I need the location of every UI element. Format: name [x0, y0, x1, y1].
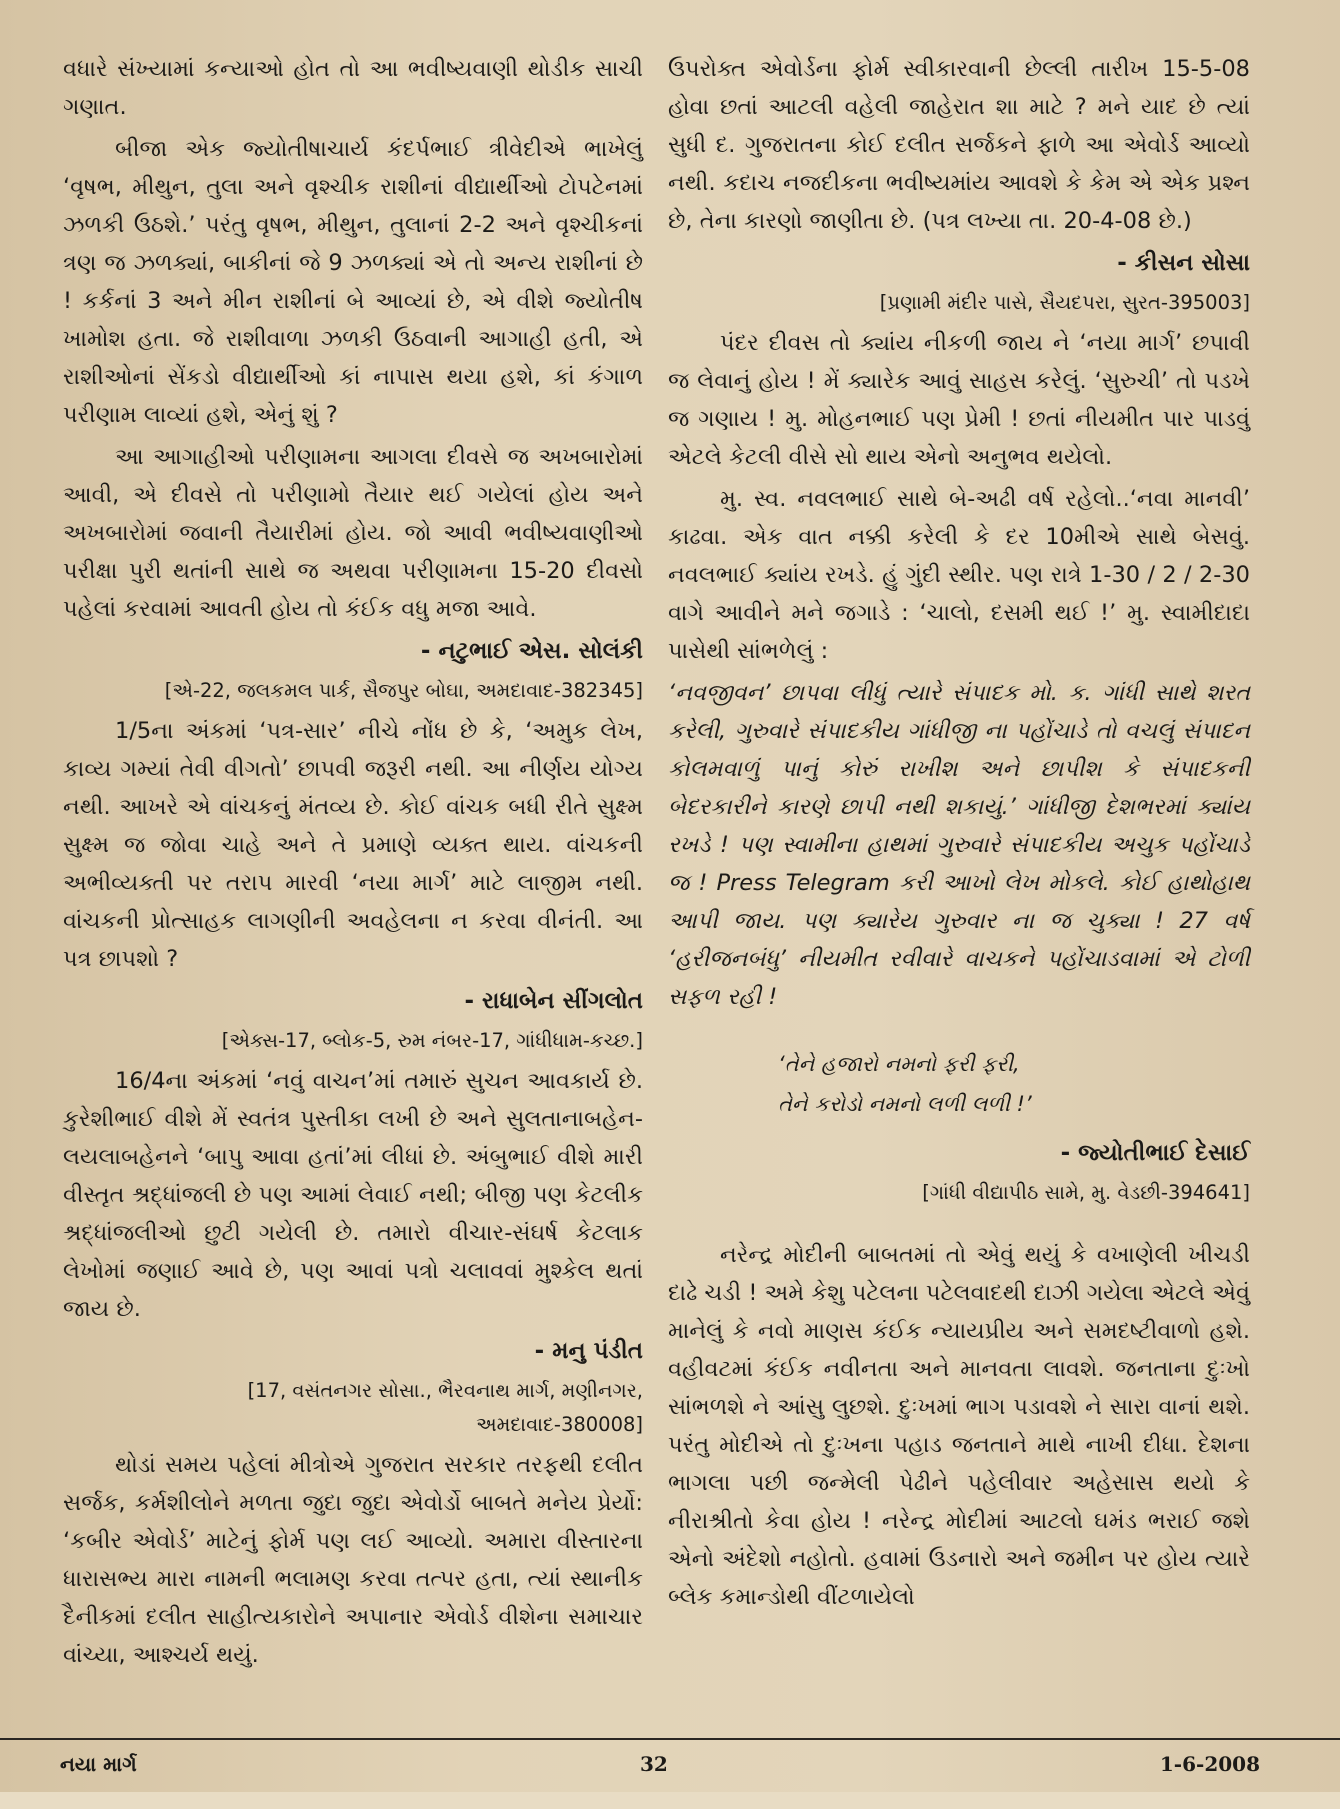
left-column: [63, 50, 643, 1678]
letter-paragraph: વધારે સંખ્યામાં કન્યાઓ હોત તો આ ભવીષ્યવાણી થોડીક સાચી ગણાત.: [63, 56, 643, 120]
letter-address: [ગાંધી વીદ્યાપીઠ સામે, મુ. વેડછી-394641]: [922, 1181, 1250, 1204]
letter-paragraph: મુ. સ્વ. નવલભાઈ સાથે બે-અઢી વર્ષ રહેલો..‘નવા માનવી’ કાઢવા. એક વાત નક્કી કરેલી કે દર 10મીએ સાથે બેસવું. નવલભાઈ ક્યાંય રખડે. હું ગુંદી સ્થીર. પણ રાત્રે 1-30 / 2 / 2-30 વાગે આવીને મને જગાડે : ‘ચાલો, દસમી થઈ !’ મુ. સ્વામીદાદા પાસેથી સાંભળેલું :: [668, 486, 1250, 664]
letter-signature: - મનુ પંડીત: [534, 1338, 643, 1364]
letter-address: [63, 1374, 643, 1442]
page-footer: [0, 1738, 1340, 1780]
poem-line: ‘તેને હજારો નમનો ફરી ફરી,: [778, 1052, 1020, 1076]
letter-signature: - નટુભાઈ એસ. સોલંકી: [420, 638, 643, 664]
letter-address: [પ્રણામી મંદીર પાસે, સૈયદપરા, સુરત-395003]: [879, 291, 1250, 314]
footer-page-number: 32: [640, 1752, 668, 1776]
quoted-paragraph: ‘નવજીવન’ છાપવા લીધું ત્યારે સંપાદક મો. ક. ગાંધી સાથે શરત કરેલી, ગુરુવારે સંપાદકીય ગાંધીજી ના પહોંચાડે તો વચલું સંપાદન કોલમવાળું પાનું કોરું રાખીશ અને છાપીશ કે સંપાદકની બેદરકારીને કારણે છાપી નથી શકાયું.’ ગાંધીજી દેશભરમાં ક્યાંય રખડે ! પણ સ્વામીના હાથમાં ગુરુવારે સંપાદકીય અચુક પહોંચાડે જ ! Press Telegram કરી આખો લેખ મોકલે. કોઈ હાથોહાથ આપી જાય. પણ ક્યારેય ગુરુવાર ના જ ચુક્યા ! 27 વર્ષ ‘હરીજનબંધુ’ નીયમીત રવીવારે વાચકને પહોંચાડવામાં એ ટોળી સફળ રહી !: [668, 680, 1250, 1010]
address-line: અમદાવાદ-380008]: [476, 1413, 643, 1436]
letter-signature: - જ્યોતીભાઈ દેસાઈ: [1060, 1140, 1250, 1166]
letter-paragraph: 1/5ના અંકમાં ‘પત્ર-સાર’ નીચે નોંધ છે કે, ‘અમુક લેખ, કાવ્ય ગમ્યાં તેવી વીગતો’ છાપવી જરૂરી નથી. આ નીર્ણય યોગ્ય નથી. આખરે એ વાંચકનું મંતવ્ય છે. કોઈ વાંચક બધી રીતે સુક્ષ્મ સુક્ષ્મ જ જોવા ચાહે અને તે પ્રમાણે વ્યક્ત થાય. વાંચકની અભીવ્યક્તી પર તરાપ મારવી ‘નયા માર્ગ’ માટે લાજીમ નથી. વાંચકની પ્રોત્સાહક લાગણીની અવહેલના ન કરવા વીનંતી. આ પત્ર છાપશો ?: [63, 718, 643, 972]
quoted-block: [668, 674, 1250, 1016]
letter-address: [એ-22, જલકમલ પાર્ક, સૈજપુર બોઘા, અમદાવાદ-382345]: [164, 679, 643, 702]
section-gap: [668, 1214, 1250, 1236]
poem-line: તેને કરોડો નમનો લળી લળી !’: [778, 1092, 1032, 1116]
letter-paragraph: પંદર દીવસ તો ક્યાંય નીકળી જાય ને ‘નયા માર્ગ’ છપાવી જ લેવાનું હોય ! મેં ક્યારેક આવું સાહસ કરેલું. ‘સુરુચી’ તો પડખે જ ગણાય ! મુ. મોહનભાઈ પણ પ્રેમી ! છતાં નીયમીત પાર પાડવું એટલે કેટલી વીસે સો થાય એનો અનુભવ થયેલો.: [668, 330, 1250, 470]
letter-paragraph: આ આગાહીઓ પરીણામના આગલા દીવસે જ અખબારોમાં આવી, એ દીવસે તો પરીણામો તૈયાર થઈ ગયેલાં હોય અને અખબારોમાં જવાની તૈયારીમાં હોય. જો આવી ભવીષ્યવાણીઓ પરીક્ષા પુરી થતાંની સાથે જ અથવા પરીણામના 15-20 દીવસો પહેલાં કરવામાં આવતી હોય તો કંઈક વધુ મજા આવે.: [63, 444, 644, 622]
right-column: [668, 50, 1250, 1620]
letter-paragraph: ઉપરોક્ત એવોર્ડના ફોર્મ સ્વીકારવાની છેલ્લી તારીખ 15-5-08 હોવા છતાં આટલી વહેલી જાહેરાત શા માટે ? મને યાદ છે ત્યાં સુધી દ. ગુજરાતના કોઈ દલીત સર્જકને ફાળે આ એવોર્ડ આવ્યો નથી. કદાચ નજદીકના ભવીષ્યમાંય આવશે કે કેમ એ એક પ્રશ્ન છે, તેના કારણો જાણીતા છે. (પત્ર લખ્યા તા. 20-4-08 છે.): [668, 56, 1250, 234]
letter-paragraph: નરેન્દ્ર મોદીની બાબતમાં તો એવું થયું કે વખાણેલી ખીચડી દાઢે ચડી ! અમે કેશુ પટેલના પટેલવાદથી દાઝી ગયેલા એટલે એવું માનેલું કે નવો માણસ કંઈક ન્યાયપ્રીય અને સમદષ્ટીવાળો હશે. વહીવટમાં કંઈક નવીનતા અને માનવતા લાવશે. જનતાના દુઃખો સાંભળશે ને આંસુ લુછશે. દુઃખમાં ભાગ પડાવશે ને સારા વાનાં થશે. પરંતુ મોદીએ તો દુઃખના પહાડ જનતાને માથે નાખી દીધા. દેશના ભાગલા પછી જન્મેલી પેઢીને પહેલીવાર અહેસાસ થયો કે નીરાશ્રીતો કેવા હોય ! નરેન્દ્ર મોદીમાં આટલો ઘમંડ ભરાઈ જશે એનો અંદેશો નહોતો. હવામાં ઉડનારો અને જમીન પર હોય ત્યારે બ્લેક કમાન્ડોથી વીંટળાયેલો: [668, 1242, 1250, 1610]
address-line: [17, વસંતનગર સોસા., ભૈરવનાથ માર્ગ, મણીનગર,: [247, 1379, 643, 1402]
letter-signature: - કીસન સોસા: [1117, 250, 1250, 276]
page-bottom-edge: [0, 1792, 1340, 1809]
letter-paragraph: થોડાં સમય પહેલાં મીત્રોએ ગુજરાત સરકાર તરફથી દલીત સર્જક, કર્મશીલોને મળતા જુદા જુદા એવોર્ડો બાબતે મનેય પ્રેર્યો: ‘કબીર એવોર્ડ’ માટેનું ફોર્મ પણ લઈ આવ્યો. અમારા વીસ્તારના ધારાસભ્ય મારા નામની ભલામણ કરવા તત્પર હતા, ત્યાં સ્થાનીક દૈનીકમાં દલીત સાહીત્યકારોને અપાનાર એવોર્ડ વીશેના સમાચાર વાંચ્યા, આશ્ચર્ય થયું.: [63, 1452, 643, 1668]
letter-paragraph: 16/4ના અંકમાં ‘નવું વાચન’માં તમારું સુચન આવકાર્ય છે. કુરેશીભાઈ વીશે મેં સ્વતંત્ર પુસ્તીકા લખી છે અને સુલતાનાબહેન-લયલાબહેનને ‘બાપુ આવા હતાં’માં લીધાં છે. અંબુભાઈ વીશે મારી વીસ્તૃત શ્રદ્ધાંજલી છે પણ આમાં લેવાઈ નથી; બીજી પણ કેટલીક શ્રદ્ધાંજલીઓ છુટી ગયેલી છે. તમારો વીચાર-સંઘર્ષ કેટલાક લેખોમાં જણાઈ આવે છે, પણ આવાં પત્રો ચલાવવાં મુશ્કેલ થતાં જાય છે.: [63, 1068, 643, 1322]
poem-quote: [778, 1044, 1250, 1124]
footer-date: 1-6-2008: [1159, 1752, 1260, 1776]
footer-magazine-name: નયા માર્ગ: [60, 1752, 137, 1776]
letter-address: [એક્સ-17, બ્લોક-5, રુમ નંબર-17, ગાંધીધામ-કચ્છ.]: [221, 1029, 643, 1052]
letter-signature: - રાધાબેન સીંગલોત: [464, 988, 643, 1014]
letter-paragraph: બીજા એક જ્યોતીષાચાર્ય કંદર્પભાઈ ત્રીવેદીએ ભાખેલું ‘વૃષભ, મીથુન, તુલા અને વૃશ્ચીક રાશીનાં વીદ્યાર્થીઓ ટોપટેનમાં ઝળકી ઉઠશે.’ પરંતુ વૃષભ, મીથુન, તુલાનાં 2-2 અને વૃશ્ચીકનાં ત્રણ જ ઝળક્યાં, બાકીનાં જે 9 ઝળક્યાં એ તો અન્ય રાશીનાં છે ! કર્કનાં 3 અને મીન રાશીનાં બે આવ્યાં છે, એ વીશે જ્યોતીષ ખામોશ હતા. જે રાશીવાળા ઝળકી ઉઠવાની આગાહી હતી, એ રાશીઓનાં સેંકડો વીદ્યાર્થીઓ કાં નાપાસ થયા હશે, કાં કંગાળ પરીણામ લાવ્યાં હશે, એનું શું ?: [63, 136, 643, 428]
